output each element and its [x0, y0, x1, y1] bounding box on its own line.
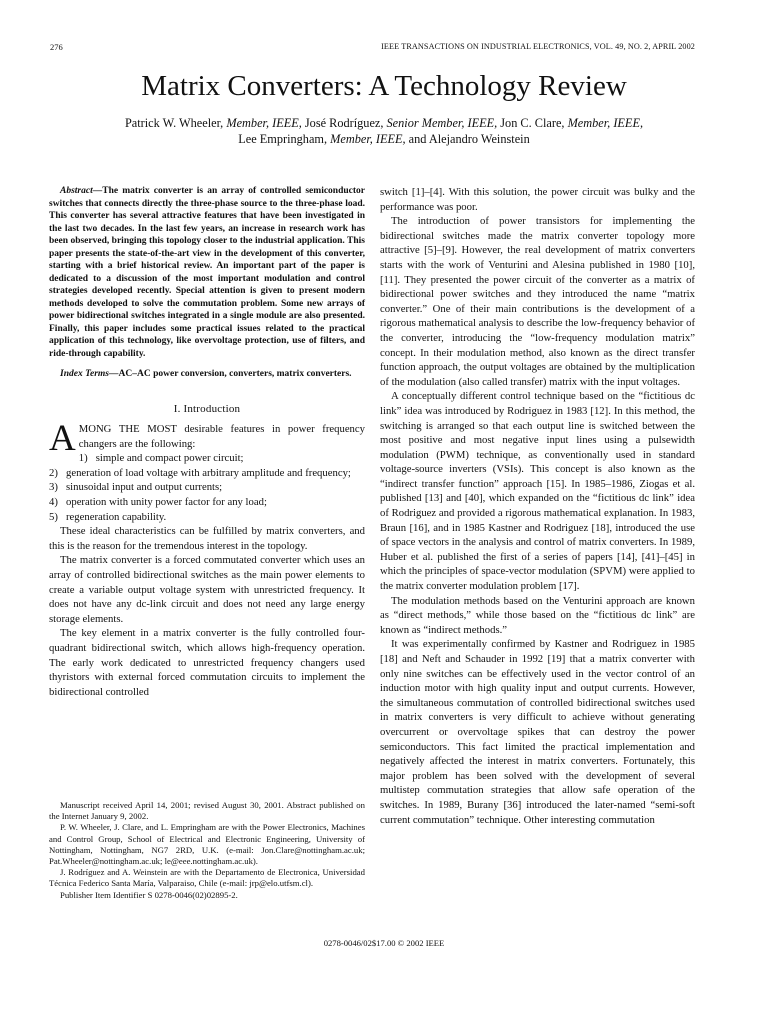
author-list — [60, 116, 708, 147]
list-text: operation with unity power factor for any load; — [66, 496, 267, 509]
body-paragraph: A conceptually different control technique based on the “fictitious dc link” idea was introduced by Rodriguez in 1983 [12]. In this method, the switching is arranged so that each output line is switched between the most positive and most negative input lines using a pulsewidth modulation (PWM) technique, as conventionally used in standard voltage-source inverters (VSIs). This concept is also known as the “indirect transfer function” approach [15]. In 1985–1986, Ziogas et al. published [13] and [40], which expanded on the “fictitious dc link” idea of Rodriguez and provided a rigorous mathematical explanation. In 1983, Braun [16], and in 1985 Kastner and Rodriguez [18], introduced the use of space vectors in the analysis and control of matrix converters. In 1989, Huber et al. published the first of a series of papers [14], [41]–[45] in which the principles of space-vector modulation (SPVM) were applied to the matrix converter modulation problem [17]. — [380, 390, 695, 593]
author-name: Lee Empringham, — [238, 131, 328, 146]
body-paragraph: The key element in a matrix converter is the fully controlled four-quadrant bidirectional switch, which allows high-frequency operation. The early work dedicated to unrestricted frequency changers used thyristors with external forced commutation circuits to implement the bidirectional controlled — [49, 627, 365, 698]
footnote: P. W. Wheeler, J. Clare, and L. Empringham are with the Power Electronics, Machines and Control Group, School of Electrical and Electronic Engineering, University of Nottingham, Nottingham, NG7 2RD, U.K. (e-mail: Jon.Clare@nottingham.ac.uk; Pat.Wheeler@nottingham.ac.uk; le@eee.nottingham.ac.uk). — [49, 822, 365, 867]
list-item — [49, 466, 365, 481]
author-role: Senior Member, IEEE, — [386, 116, 498, 130]
footnote: Publisher Item Identifier S 0278-0046(02)02895-2. — [60, 889, 238, 900]
list-number: 3) — [49, 481, 58, 494]
body-paragraph: The matrix converter is a forced commutated converter which uses an array of controlled bidirectional switches as the main power elements to create a variable output voltage system with unrestricted frequency. It does not have any dc-link circuit and does not need any large energy storage elements. — [49, 554, 365, 625]
author-name: José Rodríguez, — [304, 116, 384, 130]
author-role: Member, IEEE, — [330, 131, 406, 146]
list-text: regeneration capability. — [66, 510, 167, 523]
list-item — [49, 480, 365, 495]
left-column — [49, 185, 365, 699]
footnote: J. Rodríguez and A. Weinstein are with the Departamento de Electronica, Universidad Técnica Federico Santa María, Valparaiso, Chile (e-mail: jrp@elo.utfsm.cl). — [49, 867, 365, 889]
right-column — [380, 185, 695, 827]
paper-title: Matrix Converters: A Technology Review — [141, 70, 627, 102]
author-role: Member, IEEE, — [567, 116, 644, 130]
index-terms-text: AC–AC power conversion, converters, matrix converters. — [118, 369, 352, 379]
list-item — [49, 495, 365, 510]
list-number: 1) — [78, 452, 88, 465]
abstract-label: Abstract— — [60, 186, 103, 196]
copyright-footer: 0278-0046/02$17.00 © 2002 IEEE — [323, 938, 445, 948]
abstract-text: The matrix converter is an array of controlled semiconductor switches that connects directly the three-phase source to the three-phase load. This converter has several attractive features that have been investigated in the last two decades. In the last few years, an increase in research work has been observed, bringing this topology closer to the industrial application. This paper presents the state-of-the-art view in the development of this converter, starting with a brief historical review. An important part of the paper is dedicated to a discussion of the most important modulation and control strategies developed recently. Special attention is given to present modern methods developed to solve the commutation problem. Some new arrays of power bidirectional switches integrated in a single module are also presented. Finally, this paper includes some practical issues related to the practical application of this technology, like overvoltage protection, use of filters, and ride-through capability. — [49, 186, 365, 359]
list-number: 5) — [49, 510, 58, 523]
intro-first-line: MONG THE MOST desirable features in power frequency changers are the following: — [78, 423, 365, 450]
body-paragraph: switch [1]–[4]. With this solution, the power circuit was bulky and the performance was poor. — [380, 186, 695, 213]
list-number: 2) — [49, 466, 58, 479]
drop-cap: A — [49, 418, 76, 460]
index-terms-label: Index Terms— — [60, 369, 119, 379]
body-paragraph: It was experimentally confirmed by Kastner and Rodriguez in 1985 [18] and Neft and Schauder in 1992 [19] that a matrix converter with only nine switches can be effectively used in the vector control of an induction motor with high quality input and output currents. However, the simultaneous commutation of controlled bidirectional switches used in matrix converters is very difficult to achieve without generating overcurrent or overvoltage spikes that can destroy the power semiconductors. This fact limited the practical implementation and negatively affected the interest in matrix converters. Fortunately, this major problem has been solved with the development of several multistep commutation strategies that allow safe operation of the switches. In 1989, Burany [36] introduced the later-named “semi-soft current commutation” technique. Other interesting commutation — [380, 638, 695, 826]
list-item — [79, 451, 365, 466]
author-name: Patrick W. Wheeler, — [124, 116, 224, 130]
list-item — [49, 510, 365, 525]
running-header: IEEE TRANSACTIONS ON INDUSTRIAL ELECTRONICS, VOL. 49, NO. 2, APRIL 2002 — [381, 42, 695, 51]
author-role: Member, IEEE, — [226, 116, 302, 130]
list-number: 4) — [49, 496, 58, 509]
body-paragraph: These ideal characteristics can be fulfilled by matrix converters, and this is the reason for the tremendous interest in the topology. — [49, 525, 365, 552]
footnotes — [49, 800, 365, 901]
list-text: generation of load voltage with arbitrary amplitude and frequency; — [66, 466, 351, 479]
index-terms — [49, 368, 365, 381]
author-name: and Alejandro Weinstein — [408, 131, 530, 146]
page-number: 276 — [50, 42, 63, 52]
abstract — [49, 185, 365, 360]
author-name: Jon C. Clare, — [500, 116, 565, 130]
body-paragraph: The introduction of power transistors for implementing the bidirectional switches made the matrix converter topology more attractive [5]–[9]. However, the real development of matrix converters starts with the work of Venturini and Alesina published in 1980 [10], [11]. They presented the power circuit of the converter as a matrix of bidirectional power switches and they introduced the name “matrix converter.” One of their main contributions is the development of a rigorous mathematical analysis to describe the low-frequency behavior of the converter, introducing the “low-frequency modulation matrix” concept. In their modulation method, also known as the direct transfer function approach, the output voltages are obtained by the multiplication of the modulation (also called transfer) matrix with the input voltages. — [380, 215, 695, 388]
list-text: simple and compact power circuit; — [95, 452, 244, 465]
list-text: sinusoidal input and output currents; — [66, 481, 223, 494]
footnote: Manuscript received April 14, 2001; revised August 30, 2001. Abstract published on the Internet January 9, 2002. — [49, 800, 365, 822]
body-paragraph: The modulation methods based on the Venturini approach are known as “direct methods,” while those based on the “fictitious dc link” are known as “indirect methods.” — [380, 594, 695, 636]
feature-list — [49, 451, 365, 524]
section-heading: I. Introduction — [173, 402, 241, 415]
